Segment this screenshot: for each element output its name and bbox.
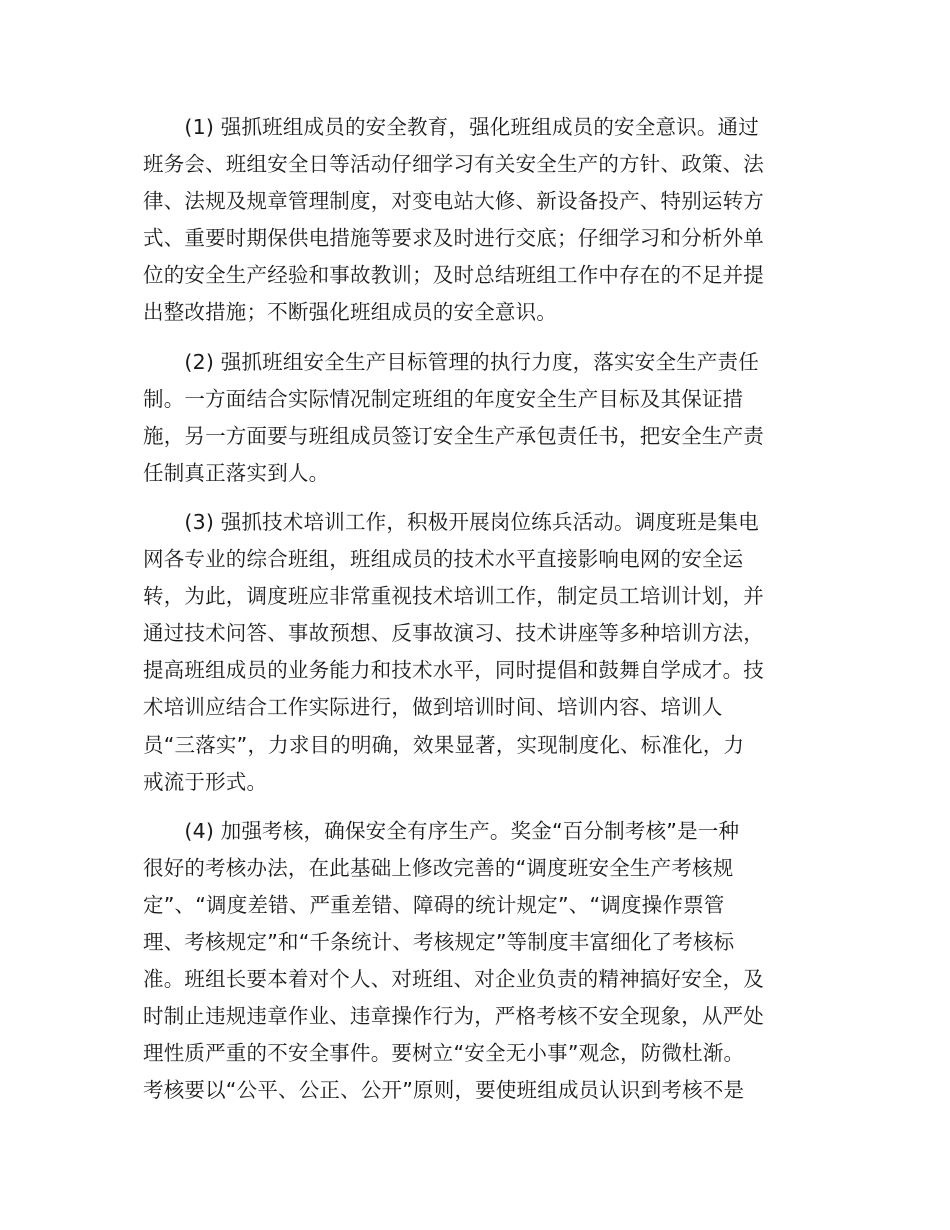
- text-line: 理性质严重的不安全事件。要树立“安全无小事”观念，防微杜渐。: [143, 1041, 745, 1066]
- text-line: 准。班组长要本着对个人、对班组、对企业负责的精神搞好安全，及: [143, 967, 764, 992]
- text-line: 任制真正落实到人。: [143, 460, 330, 485]
- paragraph-1: [143, 109, 798, 332]
- text-line: 很好的考核办法，在此基础上修改完善的“调度班安全生产考核规: [143, 855, 734, 880]
- text-line: 戒流于形式。: [143, 769, 268, 794]
- text-line: (4) 加强考核，确保安全有序生产。奖金“百分制考核”是一种: [143, 818, 740, 843]
- text-line: 网各专业的综合班组，班组成员的技术水平直接影响电网的安全运: [143, 547, 744, 572]
- text-line: 理、考核规定”和“千条统计、考核规定”等制度丰富细化了考核标: [143, 929, 735, 954]
- text-line: 考核要以“公平、公正、公开”原则，要使班组成员认识到考核不是: [143, 1078, 745, 1103]
- text-line: 律、法规及规章管理制度，对变电站大修、新设备投产、特别运转方: [143, 189, 764, 214]
- text-line: 通过技术问答、事故预想、反事故演习、技术讲座等多种培训方法，: [143, 621, 764, 646]
- text-line: 式、重要时期保供电措施等要求及时进行交底；仔细学习和分析外单: [143, 226, 764, 251]
- text-line: 出整改措施；不断强化班组成员的安全意识。: [143, 300, 557, 325]
- paragraph-4: [143, 813, 798, 1110]
- text-line: 时制止违规违章作业、违章操作行为，严格考核不安全现象，从严处: [143, 1004, 764, 1029]
- text-line: 提高班组成员的业务能力和技术水平，同时提倡和鼓舞自学成才。技: [143, 658, 764, 683]
- text-line: (3) 强抓技术培训工作，积极开展岗位练兵活动。调度班是集电: [143, 509, 759, 534]
- text-line: 定”、“调度差错、严重差错、障碍的统计规定”、“调度操作票管: [143, 892, 725, 917]
- text-line: (2) 强抓班组安全生产目标管理的执行力度，落实安全生产责任: [143, 349, 759, 374]
- text-line: 术培训应结合工作实际进行，做到培训时间、培训内容、培训人: [143, 695, 723, 720]
- document-body: [143, 109, 798, 1109]
- text-line: 班务会、班组安全日等活动仔细学习有关安全生产的方针、政策、法: [143, 152, 764, 177]
- text-line: 转，为此，调度班应非常重视技术培训工作，制定员工培训计划，并: [143, 584, 764, 609]
- text-line: 位的安全生产经验和事故教训；及时总结班组工作中存在的不足并提: [143, 263, 764, 288]
- paragraph-2: [143, 344, 798, 492]
- text-line: (1) 强抓班组成员的安全教育，强化班组成员的安全意识。通过: [143, 115, 759, 139]
- text-line: 制。一方面结合实际情况制定班组的年度安全生产目标及其保证措: [143, 386, 744, 411]
- text-line: 施，另一方面要与班组成员签订安全生产承包责任书，把安全生产责: [143, 423, 764, 448]
- text-line: 员“三落实”，力求目的明确，效果显著，实现制度化、标准化，力: [143, 732, 745, 757]
- paragraph-3: [143, 504, 798, 801]
